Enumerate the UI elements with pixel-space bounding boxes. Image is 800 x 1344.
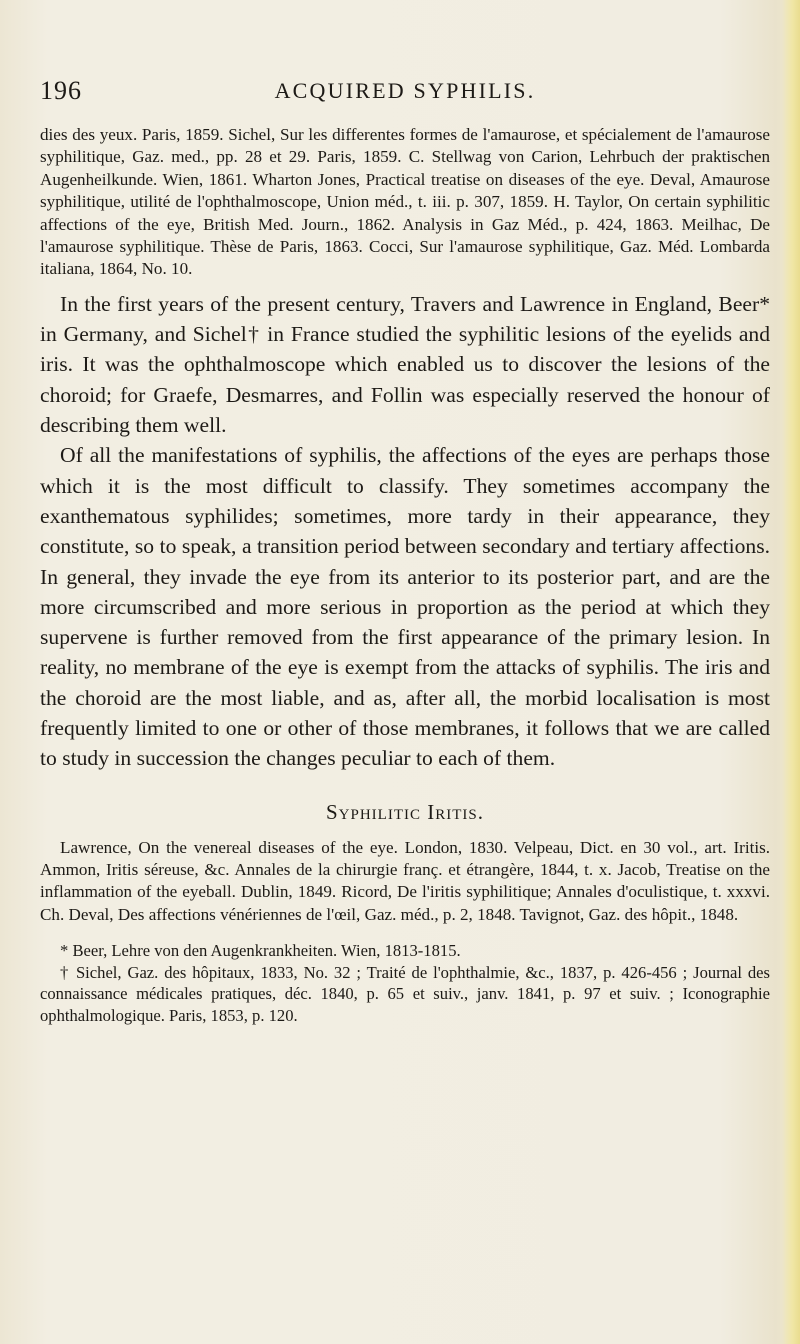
references-top: dies des yeux. Paris, 1859. Sichel, Sur les differentes formes de l'amaurose, et spécialement de l'amaurose syphilitique, Gaz. med., pp. 28 et 29. Paris, 1859. C. Stellwag von Carion, Lehrbuch der praktischen Augenheilkunde. Wien, 1861. Wharton Jones, Practical treatise on diseases of the eye. Deval, Amaurose syphilitique, utilité de l'ophthalmoscope, Union méd., t. iii. p. 307, 1859. H. Taylor, On certain syphilitic affections of the eye, British Med. Journ., 1862. Analysis in Gaz Méd., p. 424, 1863. Meilhac, De l'amaurose syphilitique. Thèse de Paris, 1863. Cocci, Sur l'amaurose syphilitique, Gaz. Méd. Lombarda italiana, 1864, No. 10. — [40, 125, 770, 279]
page-header — [40, 76, 770, 106]
footnote-separator — [40, 926, 770, 940]
page-number: 196 — [40, 76, 82, 105]
running-title: ACQUIRED SYPHILIS. — [274, 78, 536, 103]
page-content — [40, 124, 770, 1027]
footnotes — [40, 940, 770, 1026]
section-heading: Syphilitic Iritis. — [326, 799, 484, 824]
paragraph-1: In the first years of the present century, Travers and Lawrence in England, Beer* in Germany, and Sichel† in France studied the syphilitic lesions of the eyelids and iris. It was the ophthalmoscope which enabled us to discover the lesions of the choroid; for Graefe, Desmarres, and Follin was especially reserved the honour of describing them well. — [40, 291, 770, 438]
paragraph-2: Of all the manifestations of syphilis, the affections of the eyes are perhaps those which it is the most difficult to classify. They sometimes accompany the exanthematous syphilides; sometimes, more tardy in their appearance, they constitute, so to speak, a transition period between secondary and tertiary affections. In general, they invade the eye from its anterior to its posterior part, and are the more circumscribed and more serious in proportion as the period at which they supervene is further removed from the first appearance of the primary lesion. In reality, no membrane of the eye is exempt from the attacks of syphilis. The iris and the choroid are the most liable, and as, after all, the morbid localisation is most frequently limited to one or other of those membranes, it follows that we are called to study in succession the changes peculiar to each of them. — [40, 443, 770, 771]
page-edge — [782, 0, 800, 1344]
footnote-sichel: † Sichel, Gaz. des hôpitaux, 1833, No. 32 ; Traité de l'ophthalmie, &c., 1837, p. 426-456 ; Journal des connaissance médicales pratiques, déc. 1840, p. 65 et suiv., janv. 1841, p. 97 et suiv. ; Iconographie ophthalmologique. Paris, 1853, p. 120. — [40, 962, 770, 1025]
footnote-beer: * Beer, Lehre von den Augenkrankheiten. Wien, 1813-1815. — [60, 941, 461, 961]
references-iritis: Lawrence, On the venereal diseases of the eye. London, 1830. Velpeau, Dict. en 30 vol., art. Iritis. Ammon, Iritis séreuse, &c. Annales de la chirurgie franç. et étrangère, 1844, t. x. Jacob, Treatise on the inflammation of the eyeball. Dublin, 1849. Ricord, De l'iritis syphilitique; Annales d'oculistique, t. xxxvi. Ch. Deval, Des affections vénériennes de l'œil, Gaz. méd., p. 2, 1848. Tavignot, Gaz. des hôpit., 1848. — [40, 837, 770, 924]
